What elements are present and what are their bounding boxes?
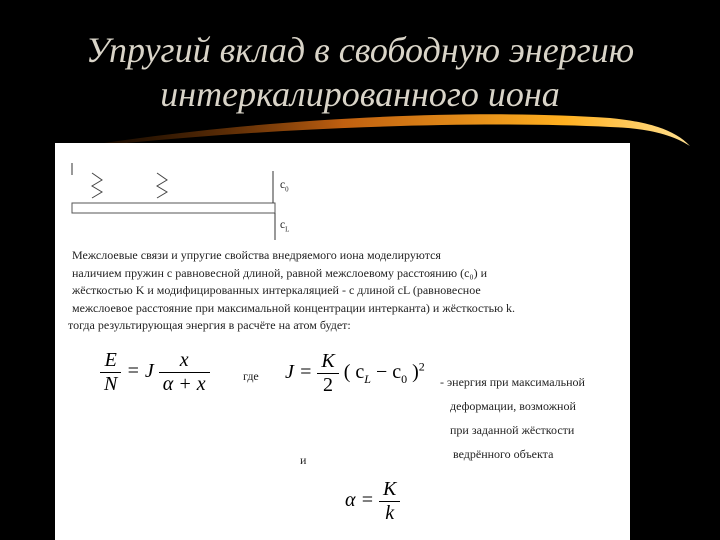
text-line: Межслоевые связи и упругие свойства внедряемого иона моделируются: [72, 248, 441, 262]
slide-title: [0, 28, 720, 116]
description-text: [68, 247, 622, 335]
text-line: межслоевое расстояние при максимальной концентрации интерканта) и жёсткостью k.: [72, 300, 516, 315]
title-line-1: Упругий вклад в свободную энергию: [85, 30, 635, 70]
energy-line-2: деформации, возможной: [450, 399, 576, 413]
energy-line-4: ведрённого объекта: [453, 447, 554, 461]
word-gde: где: [243, 369, 259, 383]
formula-energy: $\frac{E}{N}$ = J $\frac{x}{\alpha + x}$: [100, 349, 210, 396]
formula-alpha: α = $\frac{K}{k}$: [345, 478, 400, 525]
text-line: тогда результирующая энергия в расчёте на атом будет:: [68, 318, 351, 332]
energy-line-3: при заданной жёсткости: [450, 423, 575, 437]
title-line-2: интеркалированного иона: [160, 74, 560, 114]
formula-J: J = $\frac{K}{2}$ ( $c_L - c_0$ )$^2$: [285, 350, 425, 396]
text-line: жёсткостью K и модифицированных интеркаляцией - с длиной cL (равновесное: [72, 283, 481, 297]
word-and: и: [300, 453, 307, 467]
label-cL: $c_L$: [280, 219, 290, 234]
spring-diagram: [55, 143, 315, 243]
content-panel: [55, 143, 630, 540]
label-c0: $c_0$: [280, 179, 289, 194]
text-line: наличием пружин с равновесной длиной, равной межслоевому расстоянию (c₀) и: [72, 265, 488, 280]
energy-line-1: - энергия при максимальной: [440, 375, 585, 389]
